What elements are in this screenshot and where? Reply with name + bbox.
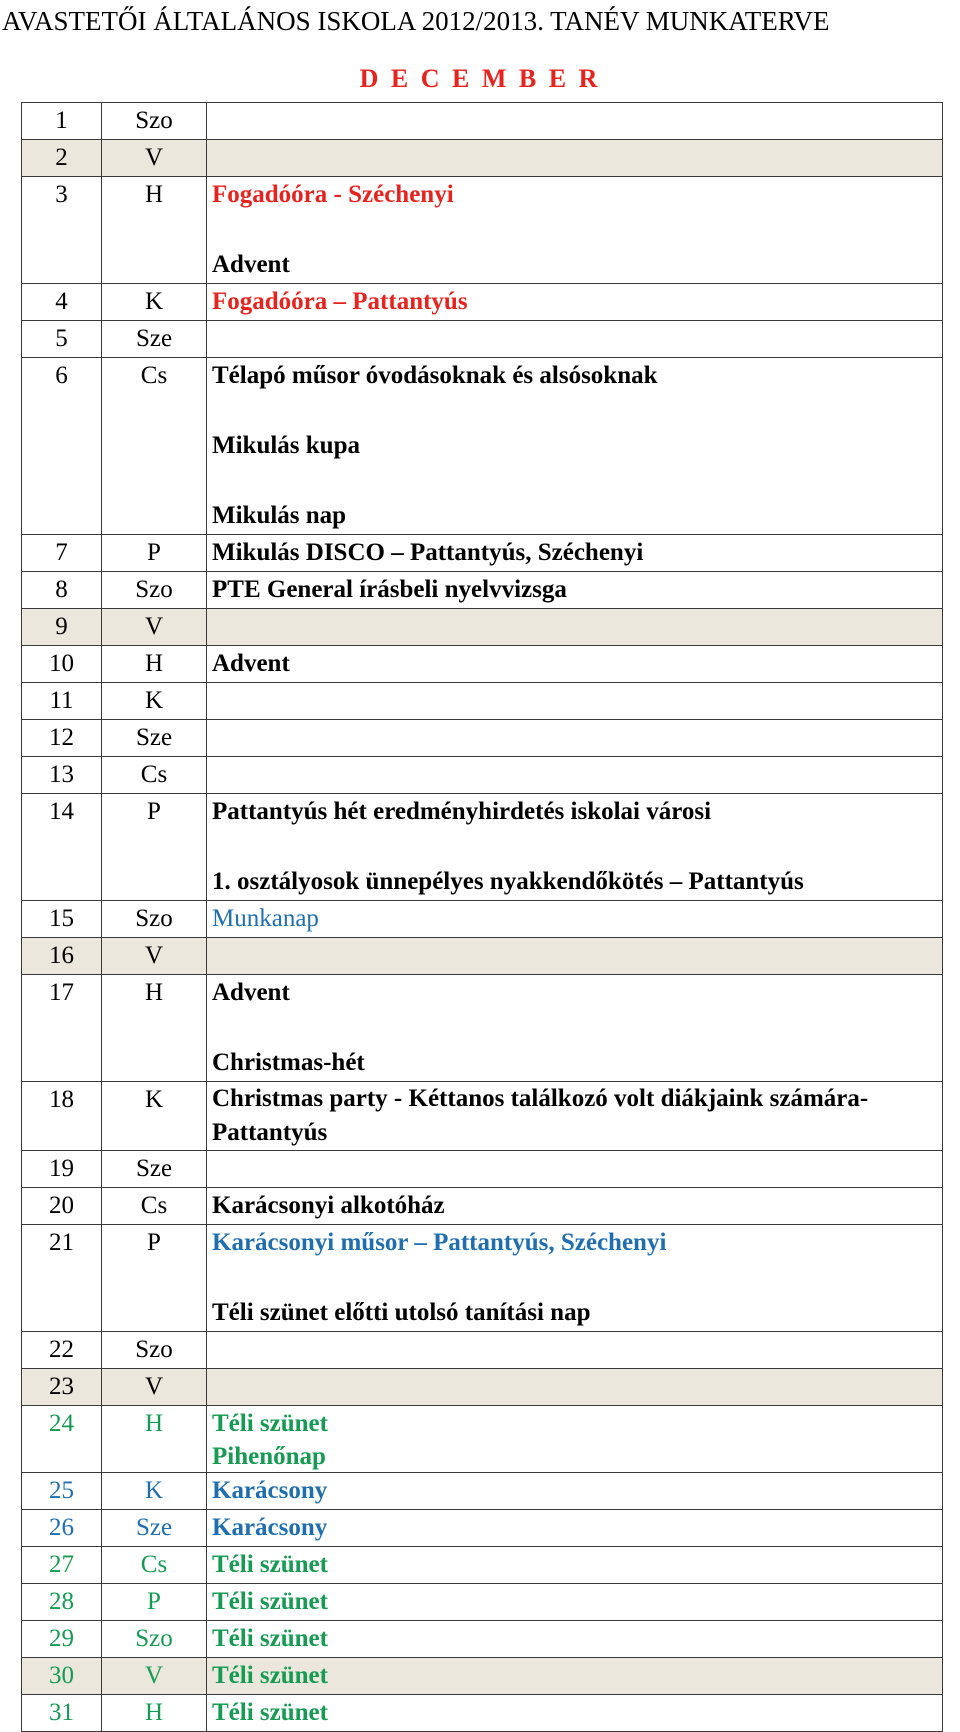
day-number: 15 xyxy=(22,901,102,938)
event-text: Advent xyxy=(212,979,290,1006)
weekday: V xyxy=(102,1369,207,1406)
day-number: 22 xyxy=(22,1332,102,1369)
event-text: Mikulás DISCO – Pattantyús, Széchenyi xyxy=(212,539,644,566)
calendar-row xyxy=(22,1510,943,1547)
day-number: 21 xyxy=(22,1225,102,1332)
day-number: 27 xyxy=(22,1547,102,1584)
event-text: Pattantyús hét eredményhirdetés iskolai városi xyxy=(212,798,712,825)
day-number: 12 xyxy=(22,720,102,757)
weekday: P xyxy=(102,1225,207,1332)
event-cell xyxy=(207,609,943,646)
weekday: Cs xyxy=(102,1188,207,1225)
event-cell xyxy=(207,938,943,975)
spacer xyxy=(212,830,942,864)
weekday: P xyxy=(102,535,207,572)
weekday: H xyxy=(102,177,207,284)
event-cell xyxy=(207,1188,943,1225)
event-text: Mikulás kupa xyxy=(212,432,360,459)
event-text: Karácsony xyxy=(212,1514,328,1541)
event-text: Karácsonyi alkotóház xyxy=(212,1192,445,1219)
calendar-row xyxy=(22,683,943,720)
calendar-row xyxy=(22,103,943,140)
event-text: Téli szünet xyxy=(212,1588,328,1615)
event-text: Téli szünet xyxy=(212,1662,328,1689)
calendar-row xyxy=(22,1332,943,1369)
calendar-row xyxy=(22,140,943,177)
event-cell xyxy=(207,683,943,720)
weekday: Szo xyxy=(102,1332,207,1369)
event-text: Téli szünet xyxy=(212,1551,328,1578)
weekday: H xyxy=(102,646,207,683)
event-cell xyxy=(207,757,943,794)
day-number: 24 xyxy=(22,1406,102,1473)
event-text: Téli szünet xyxy=(212,1410,328,1437)
event-cell xyxy=(207,1547,943,1584)
weekday: P xyxy=(102,1584,207,1621)
weekday: Sze xyxy=(102,1510,207,1547)
calendar-row xyxy=(22,646,943,683)
weekday: Sze xyxy=(102,1151,207,1188)
day-number: 30 xyxy=(22,1658,102,1695)
event-text: Munkanap xyxy=(212,905,319,932)
event-cell xyxy=(207,975,943,1082)
day-number: 28 xyxy=(22,1584,102,1621)
weekday: K xyxy=(102,1473,207,1510)
calendar-row xyxy=(22,901,943,938)
calendar-row xyxy=(22,1151,943,1188)
day-number: 31 xyxy=(22,1695,102,1732)
day-number: 5 xyxy=(22,321,102,358)
day-number: 16 xyxy=(22,938,102,975)
event-text: Karácsony xyxy=(212,1477,328,1504)
weekday: V xyxy=(102,1658,207,1695)
day-number: 6 xyxy=(22,358,102,535)
calendar-row xyxy=(22,1658,943,1695)
day-number: 25 xyxy=(22,1473,102,1510)
calendar-row xyxy=(22,1547,943,1584)
calendar-row xyxy=(22,720,943,757)
weekday: K xyxy=(102,284,207,321)
calendar-row xyxy=(22,1695,943,1732)
calendar-table xyxy=(21,102,943,1732)
event-cell xyxy=(207,358,943,535)
event-text: Advent xyxy=(212,251,290,278)
calendar-row xyxy=(22,609,943,646)
calendar-row xyxy=(22,321,943,358)
weekday: K xyxy=(102,1082,207,1151)
day-number: 17 xyxy=(22,975,102,1082)
weekday: Sze xyxy=(102,720,207,757)
event-cell xyxy=(207,901,943,938)
weekday: Szo xyxy=(102,103,207,140)
weekday: Sze xyxy=(102,321,207,358)
event-cell xyxy=(207,1406,943,1473)
calendar-row xyxy=(22,1225,943,1332)
weekday: H xyxy=(102,1406,207,1473)
weekday: K xyxy=(102,683,207,720)
event-cell xyxy=(207,1332,943,1369)
spacer xyxy=(212,1261,942,1295)
calendar-row xyxy=(22,1369,943,1406)
calendar-row xyxy=(22,358,943,535)
document-header: AVASTETŐI ÁLTALÁNOS ISKOLA 2012/2013. TANÉV MUNKATERVE xyxy=(2,6,830,36)
day-number: 14 xyxy=(22,794,102,901)
weekday: Szo xyxy=(102,901,207,938)
event-cell xyxy=(207,794,943,901)
event-cell xyxy=(207,535,943,572)
calendar-row xyxy=(22,1473,943,1510)
calendar-row xyxy=(22,535,943,572)
event-text: Christmas party - Kéttanos találkozó volt diákjaink számára- Pattantyús xyxy=(212,1085,869,1146)
spacer xyxy=(212,394,942,428)
spacer xyxy=(212,213,942,247)
weekday: Szo xyxy=(102,1621,207,1658)
day-number: 8 xyxy=(22,572,102,609)
day-number: 10 xyxy=(22,646,102,683)
calendar-row xyxy=(22,757,943,794)
event-cell xyxy=(207,284,943,321)
event-text: Téli szünet előtti utolsó tanítási nap xyxy=(212,1299,591,1326)
day-number: 13 xyxy=(22,757,102,794)
weekday: V xyxy=(102,609,207,646)
day-number: 2 xyxy=(22,140,102,177)
event-cell xyxy=(207,1225,943,1332)
event-cell xyxy=(207,103,943,140)
calendar-body xyxy=(22,103,943,1732)
event-cell xyxy=(207,177,943,284)
day-number: 29 xyxy=(22,1621,102,1658)
day-number: 4 xyxy=(22,284,102,321)
weekday: P xyxy=(102,794,207,901)
calendar-row xyxy=(22,177,943,284)
event-cell xyxy=(207,1151,943,1188)
event-cell xyxy=(207,1082,943,1151)
event-text: Téli szünet xyxy=(212,1699,328,1726)
weekday: V xyxy=(102,140,207,177)
calendar-row xyxy=(22,1188,943,1225)
calendar-row xyxy=(22,1621,943,1658)
calendar-row xyxy=(22,938,943,975)
spacer xyxy=(212,1011,942,1045)
event-cell xyxy=(207,1584,943,1621)
calendar-row xyxy=(22,1584,943,1621)
event-cell xyxy=(207,321,943,358)
event-cell xyxy=(207,1369,943,1406)
event-cell xyxy=(207,1621,943,1658)
day-number: 18 xyxy=(22,1082,102,1151)
day-number: 9 xyxy=(22,609,102,646)
calendar-row xyxy=(22,975,943,1082)
event-text: Téli szünet xyxy=(212,1625,328,1652)
weekday: H xyxy=(102,1695,207,1732)
event-text: 1. osztályosok ünnepélyes nyakkendőkötés – Pattantyús xyxy=(212,868,804,895)
weekday: Cs xyxy=(102,358,207,535)
calendar-row xyxy=(22,1082,943,1151)
event-text: Télapó műsor óvodásoknak és alsósoknak xyxy=(212,362,658,389)
event-text: Mikulás nap xyxy=(212,502,347,529)
event-cell xyxy=(207,1510,943,1547)
weekday: Cs xyxy=(102,757,207,794)
event-text: PTE General írásbeli nyelvvizsga xyxy=(212,576,567,603)
event-text: Fogadóóra - Széchenyi xyxy=(212,181,454,208)
calendar-row xyxy=(22,284,943,321)
spacer xyxy=(212,464,942,498)
weekday: Szo xyxy=(102,572,207,609)
weekday: V xyxy=(102,938,207,975)
event-cell xyxy=(207,1473,943,1510)
event-text: Pihenőnap xyxy=(212,1443,326,1470)
event-text: Fogadóóra – Pattantyús xyxy=(212,288,468,315)
day-number: 7 xyxy=(22,535,102,572)
event-cell xyxy=(207,1658,943,1695)
event-cell xyxy=(207,1695,943,1732)
day-number: 23 xyxy=(22,1369,102,1406)
calendar-row xyxy=(22,572,943,609)
event-cell xyxy=(207,140,943,177)
event-text: Christmas-hét xyxy=(212,1049,365,1076)
event-text: Karácsonyi műsor – Pattantyús, Széchenyi xyxy=(212,1229,667,1256)
event-cell xyxy=(207,720,943,757)
calendar-row xyxy=(22,1406,943,1473)
event-cell xyxy=(207,572,943,609)
day-number: 26 xyxy=(22,1510,102,1547)
calendar-row xyxy=(22,794,943,901)
day-number: 11 xyxy=(22,683,102,720)
event-cell xyxy=(207,646,943,683)
month-title: D E C E M B E R xyxy=(359,64,601,93)
weekday: Cs xyxy=(102,1547,207,1584)
day-number: 19 xyxy=(22,1151,102,1188)
weekday: H xyxy=(102,975,207,1082)
day-number: 3 xyxy=(22,177,102,284)
day-number: 20 xyxy=(22,1188,102,1225)
day-number: 1 xyxy=(22,103,102,140)
event-text: Advent xyxy=(212,650,290,677)
